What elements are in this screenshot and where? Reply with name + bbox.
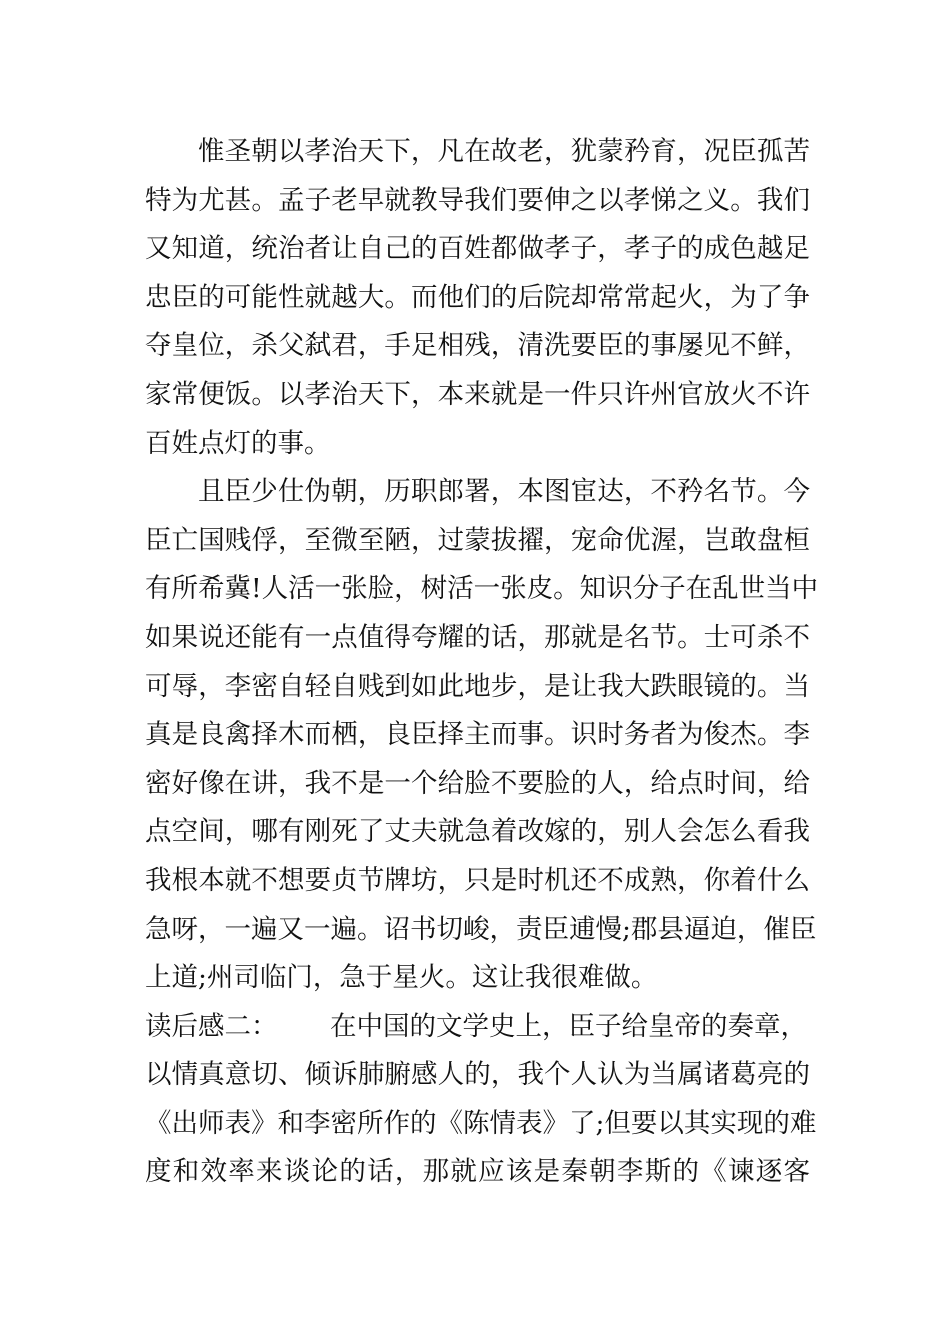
paragraph-2-line-7: 密好像在讲，我不是一个给脸不要脸的人，给点时间，给: [145, 767, 810, 799]
paragraph-1-line-2: 特为尤甚。孟子老早就教导我们要伸之以孝悌之义。我们: [145, 184, 810, 216]
paragraph-1-line-6: 家常便饭。以孝治天下，本来就是一件只许州官放火不许: [145, 378, 810, 410]
paragraph-2-line-10: 急呀，一遍又一遍。诏书切峻，责臣逋慢;郡县逼迫，催臣: [145, 913, 817, 945]
paragraph-2-line-2: 臣亡国贱俘，至微至陋，过蒙拔擢，宠命优渥，岂敢盘桓: [145, 524, 810, 556]
paragraph-1-line-4: 忠臣的可能性就越大。而他们的后院却常常起火，为了争: [145, 281, 810, 313]
paragraph-3-line-2: 以情真意切、倾诉肺腑感人的，我个人认为当属诸葛亮的: [145, 1059, 810, 1091]
paragraph-3-line-4: 度和效率来谈论的话，那就应该是秦朝李斯的《谏逐客: [145, 1156, 810, 1188]
paragraph-2-line-8: 点空间，哪有刚死了丈夫就急着改嫁的，别人会怎么看我: [145, 816, 810, 848]
document-body: [145, 128, 819, 1197]
paragraph-2-line-11: 上道;州司临门，急于星火。这让我很难做。: [145, 962, 658, 994]
paragraph-2-line-3: 有所希冀!人活一张脸，树活一张皮。知识分子在乱世当中: [145, 573, 819, 605]
section-label: 读后感二：: [145, 1010, 278, 1042]
paragraph-2-line-4: 如果说还能有一点值得夸耀的话，那就是名节。士可杀不: [145, 621, 810, 653]
paragraph-2-line-9: 我根本就不想要贞节牌坊，只是时机还不成熟，你着什么: [145, 864, 810, 896]
paragraph-1-line-3: 又知道，统治者让自己的百姓都做孝子，孝子的成色越足: [145, 233, 810, 265]
paragraph-2-line-5: 可辱，李密自轻自贱到如此地步，是让我大跌眼镜的。当: [145, 670, 810, 702]
paragraph-1-line-7: 百姓点灯的事。: [145, 427, 331, 459]
paragraph-3-line-1: [145, 1003, 810, 1052]
paragraph-2-line-1: 且臣少仕伪朝，历职郎署，本图宦达，不矜名节。今: [198, 476, 810, 508]
paragraph-1-line-5: 夺皇位，杀父弑君，手足相残，清洗要臣的事屡见不鲜，: [145, 330, 810, 362]
paragraph-3-first-line-text: 在中国的文学史上，臣子给皇帝的奏章，: [330, 1010, 807, 1042]
paragraph-1-line-1: 惟圣朝以孝治天下，凡在故老，犹蒙矜育，况臣孤苦: [198, 136, 810, 167]
paragraph-2-line-6: 真是良禽择木而栖，良臣择主而事。识时务者为俊杰。李: [145, 719, 810, 751]
paragraph-3-line-3: 《出师表》和李密所作的《陈情表》了;但要以其实现的难: [145, 1107, 817, 1139]
